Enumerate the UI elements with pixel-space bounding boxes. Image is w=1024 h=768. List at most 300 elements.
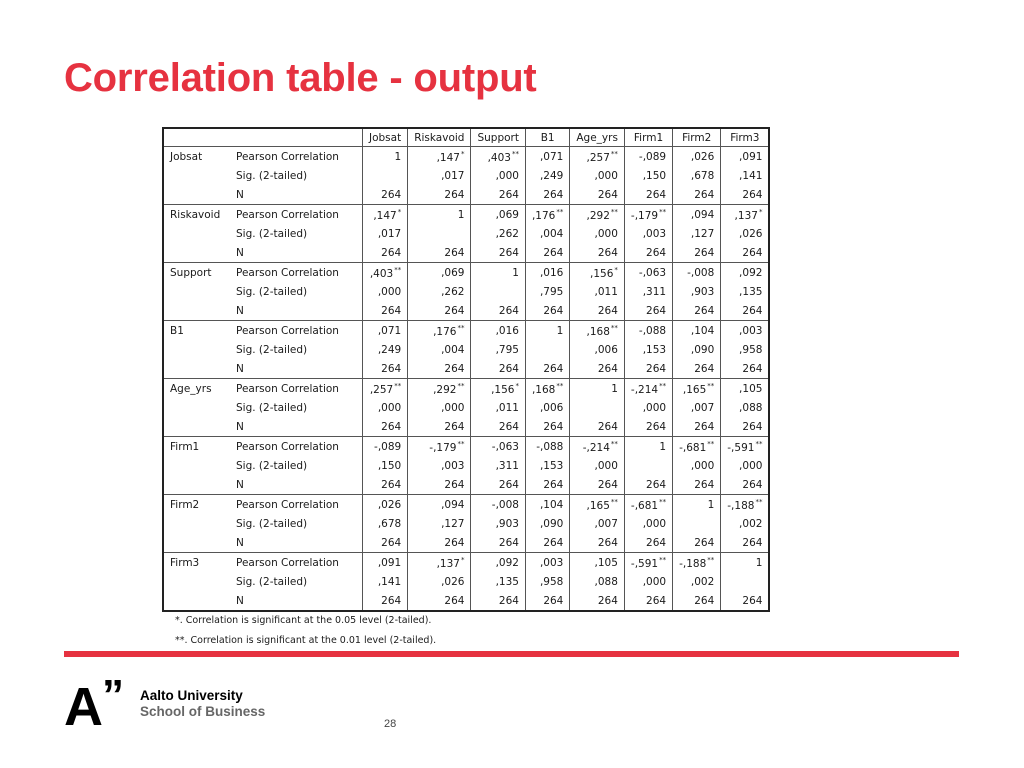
cell-value: ,004: [539, 227, 564, 240]
cell-value: ,176: [531, 209, 556, 222]
row-statistic-label: N: [230, 359, 363, 379]
table-cell: [721, 224, 770, 243]
cell-value: ,003: [642, 227, 667, 240]
table-cell: [525, 224, 569, 243]
row-variable: Riskavoid: [163, 205, 230, 225]
cell-value: ,071: [377, 324, 402, 337]
cell-value: ,000: [377, 401, 402, 414]
column-header: Firm2: [673, 128, 721, 147]
cell-value: -,008: [687, 266, 715, 279]
table-cell: [570, 533, 625, 553]
table-cell: [471, 147, 526, 167]
table-cell: [408, 553, 471, 573]
cell-value: 264: [742, 420, 763, 433]
table-cell: [408, 495, 471, 515]
cell-value: 1: [659, 440, 667, 453]
row-statistic-label: Sig. (2-tailed): [230, 514, 363, 533]
table-row: [163, 456, 769, 475]
row-variable: Firm1: [163, 437, 230, 457]
table-cell: [570, 321, 625, 341]
cell-value: ,168: [531, 383, 556, 396]
table-cell: [363, 185, 408, 205]
table-cell: [624, 321, 672, 341]
cell-value: ,090: [690, 343, 715, 356]
table-cell: [673, 224, 721, 243]
table-row: [163, 359, 769, 379]
table-row: [163, 340, 769, 359]
cell-value: ,026: [377, 498, 402, 511]
table-row: [163, 301, 769, 321]
row-statistic-label: Pearson Correlation: [230, 437, 363, 457]
table-cell: [471, 359, 526, 379]
table-cell: [624, 359, 672, 379]
table-cell: [471, 185, 526, 205]
table-cell: [673, 205, 721, 225]
table-cell: [363, 456, 408, 475]
table-cell: [525, 398, 569, 417]
cell-value: 264: [597, 536, 618, 549]
table-cell: [624, 533, 672, 553]
table-cell: [721, 514, 770, 533]
cell-value: ,016: [539, 266, 564, 279]
cell-value: 264: [646, 536, 667, 549]
cell-value: -,008: [491, 498, 519, 511]
cell-value: ,007: [594, 517, 618, 530]
table-row: [163, 321, 769, 341]
cell-value: 1: [556, 324, 564, 337]
row-variable: Firm2: [163, 495, 230, 515]
table-cell: [721, 417, 770, 437]
column-header: Age_yrs: [570, 128, 625, 147]
row-variable-empty: [163, 591, 230, 611]
table-cell: [408, 417, 471, 437]
significance-marker: **: [610, 439, 618, 448]
table-cell: [721, 263, 770, 283]
table-cell: [570, 495, 625, 515]
table-body: [163, 147, 769, 612]
table-cell: [408, 437, 471, 457]
cell-value: ,165: [682, 383, 707, 396]
table-cell: [624, 475, 672, 495]
row-variable-empty: [163, 475, 230, 495]
table-cell: [570, 243, 625, 263]
cell-value: ,000: [495, 169, 519, 182]
cell-value: 264: [543, 594, 564, 607]
table-cell: [570, 359, 625, 379]
table-row: [163, 514, 769, 533]
cell-value: -,188: [727, 499, 755, 512]
cell-value: 264: [543, 536, 564, 549]
cell-value: -,063: [638, 266, 667, 279]
significance-marker: **: [707, 439, 715, 448]
table-row: [163, 475, 769, 495]
table-cell: [525, 456, 569, 475]
cell-value: 264: [498, 594, 519, 607]
table-row: [163, 572, 769, 591]
significance-marker: **: [457, 439, 465, 448]
cell-value: 264: [444, 478, 465, 491]
cell-value: 264: [543, 304, 564, 317]
cell-value: ,127: [690, 227, 715, 240]
cell-value: ,249: [539, 169, 564, 182]
row-variable-empty: [163, 398, 230, 417]
cell-value: 1: [394, 150, 402, 163]
table-cell: [570, 591, 625, 611]
table-cell: [673, 301, 721, 321]
table-cell: [471, 301, 526, 321]
table-cell: [525, 166, 569, 185]
cell-value: ,678: [377, 517, 402, 530]
table-cell: [525, 205, 569, 225]
row-statistic-label: Sig. (2-tailed): [230, 340, 363, 359]
column-header: B1: [525, 128, 569, 147]
cell-value: 264: [381, 246, 402, 259]
university-name: Aalto University: [140, 688, 243, 703]
row-statistic-label: Pearson Correlation: [230, 205, 363, 225]
table-cell: [673, 282, 721, 301]
cell-value: 264: [444, 536, 465, 549]
table-cell: [624, 205, 672, 225]
cell-value: ,795: [495, 343, 519, 356]
table-cell: [570, 185, 625, 205]
cell-value: 264: [498, 362, 519, 375]
table-cell: [624, 417, 672, 437]
cell-value: ,000: [594, 227, 618, 240]
table-cell: [721, 185, 770, 205]
table-cell: [570, 514, 625, 533]
table-cell: [673, 379, 721, 399]
cell-value: ,249: [377, 343, 402, 356]
cell-value: ,094: [441, 498, 465, 511]
cell-value: ,958: [539, 575, 564, 588]
cell-value: ,176: [433, 325, 457, 338]
cell-value: 1: [457, 208, 465, 221]
table-cell: [408, 572, 471, 591]
cell-value: ,003: [441, 459, 465, 472]
table-cell: [363, 398, 408, 417]
cell-value: ,403: [487, 151, 511, 164]
table-cell: [408, 321, 471, 341]
table-cell: [721, 475, 770, 495]
row-statistic-label: Pearson Correlation: [230, 553, 363, 573]
table-cell: [721, 456, 770, 475]
table-cell: [471, 340, 526, 359]
cell-value: 264: [597, 478, 618, 491]
cell-value: 264: [646, 478, 667, 491]
cell-value: ,168: [586, 325, 610, 338]
significance-marker: *: [614, 265, 618, 274]
divider-rule: [64, 651, 959, 657]
row-variable-empty: [163, 243, 230, 263]
cell-value: ,091: [377, 556, 402, 569]
table-cell: [721, 533, 770, 553]
cell-value: ,147: [436, 151, 460, 164]
cell-value: ,137: [436, 557, 460, 570]
cell-value: ,000: [594, 169, 618, 182]
significance-marker: **: [610, 149, 618, 158]
table-cell: [624, 340, 672, 359]
row-statistic-label: Pearson Correlation: [230, 495, 363, 515]
row-variable: Age_yrs: [163, 379, 230, 399]
significance-marker: **: [659, 381, 667, 390]
table-cell: [721, 379, 770, 399]
table-cell: [525, 321, 569, 341]
table-row: [163, 417, 769, 437]
cell-value: ,958: [739, 343, 763, 356]
cell-value: ,026: [739, 227, 763, 240]
cell-value: ,127: [441, 517, 465, 530]
table-row: [163, 147, 769, 167]
table-row: [163, 224, 769, 243]
footnote: **. Correlation is significant at the 0.01 level (2-tailed).: [175, 635, 437, 646]
table-cell: [721, 340, 770, 359]
table-row: [163, 398, 769, 417]
table-cell: [570, 147, 625, 167]
table-cell: [471, 572, 526, 591]
table-cell: [363, 243, 408, 263]
table-cell: [624, 263, 672, 283]
table-cell: [570, 263, 625, 283]
table-row: [163, 263, 769, 283]
table-cell: [570, 301, 625, 321]
row-variable-empty: [163, 166, 230, 185]
cell-value: 1: [512, 266, 519, 279]
cell-value: 264: [381, 478, 402, 491]
table-row: [163, 495, 769, 515]
cell-value: ,017: [441, 169, 465, 182]
table-cell: [363, 514, 408, 533]
significance-marker: **: [755, 497, 763, 506]
page-title: Correlation table - output: [64, 56, 537, 100]
table-cell: [363, 379, 408, 399]
table-cell: [525, 379, 569, 399]
significance-marker: **: [659, 497, 667, 506]
cell-value: ,311: [642, 285, 667, 298]
significance-marker: **: [556, 381, 564, 390]
cell-value: ,094: [690, 208, 715, 221]
cell-value: -,179: [429, 441, 457, 454]
table-cell: [525, 340, 569, 359]
cell-value: 264: [646, 594, 667, 607]
table-cell: [525, 147, 569, 167]
table-cell: [408, 147, 471, 167]
table-cell: [624, 224, 672, 243]
table-cell: [673, 243, 721, 263]
cell-value: 264: [597, 420, 618, 433]
significance-marker: **: [707, 555, 715, 564]
table-cell: [624, 437, 672, 457]
cell-value: ,141: [377, 575, 402, 588]
table-cell: [408, 243, 471, 263]
cell-value: 264: [543, 188, 564, 201]
cell-value: 264: [742, 246, 763, 259]
table-row: [163, 437, 769, 457]
table-cell: [721, 321, 770, 341]
cell-value: 264: [498, 536, 519, 549]
table-cell: [624, 243, 672, 263]
table-cell: [408, 166, 471, 185]
column-header: Firm3: [721, 128, 770, 147]
cell-value: ,104: [539, 498, 564, 511]
table-cell: [408, 282, 471, 301]
cell-value: ,000: [642, 575, 667, 588]
table-cell: [673, 359, 721, 379]
row-statistic-label: N: [230, 533, 363, 553]
cell-value: 264: [742, 188, 763, 201]
cell-value: 264: [543, 420, 564, 433]
row-statistic-label: Sig. (2-tailed): [230, 166, 363, 185]
cell-value: 264: [444, 246, 465, 259]
table-cell: [408, 514, 471, 533]
cell-value: 264: [543, 362, 564, 375]
cell-value: ,257: [586, 151, 610, 164]
row-statistic-label: Sig. (2-tailed): [230, 224, 363, 243]
cell-value: ,262: [495, 227, 519, 240]
significance-marker: **: [659, 555, 667, 564]
table-cell: [471, 591, 526, 611]
cell-value: 264: [597, 188, 618, 201]
table-cell: [363, 495, 408, 515]
table-cell: [525, 533, 569, 553]
significance-marker: **: [610, 207, 618, 216]
table-cell: [525, 495, 569, 515]
table-cell: [673, 533, 721, 553]
cell-value: ,105: [594, 556, 618, 569]
table-cell: [471, 437, 526, 457]
cell-value: ,090: [539, 517, 564, 530]
aalto-logo: [64, 671, 134, 738]
cell-value: ,088: [739, 401, 763, 414]
row-statistic-label: Pearson Correlation: [230, 263, 363, 283]
cell-value: ,153: [539, 459, 564, 472]
cell-value: -,088: [638, 324, 667, 337]
cell-value: 264: [646, 362, 667, 375]
cell-value: ,165: [586, 499, 610, 512]
table-cell: [525, 572, 569, 591]
cell-value: -,188: [679, 557, 707, 570]
table-cell: [363, 301, 408, 321]
table-cell: [624, 514, 672, 533]
cell-value: 264: [498, 420, 519, 433]
cell-value: ,150: [642, 169, 667, 182]
cell-value: ,071: [539, 150, 564, 163]
cell-value: 264: [694, 246, 715, 259]
cell-value: 264: [742, 594, 763, 607]
table-cell: [408, 359, 471, 379]
table-cell: [363, 166, 408, 185]
table-cell: [363, 321, 408, 341]
table-cell: [721, 437, 770, 457]
table-footnotes: [175, 614, 436, 654]
cell-value: 264: [444, 362, 465, 375]
cell-value: ,403: [369, 267, 394, 280]
cell-value: ,137: [734, 209, 758, 222]
table-cell: [471, 321, 526, 341]
table-cell: [471, 224, 526, 243]
table-cell: [408, 379, 471, 399]
row-variable-empty: [163, 185, 230, 205]
cell-value: 264: [498, 304, 519, 317]
cell-value: ,903: [690, 285, 715, 298]
table-cell: [471, 282, 526, 301]
cell-value: -,089: [374, 440, 402, 453]
table-cell: [570, 379, 625, 399]
cell-value: 264: [742, 478, 763, 491]
cell-value: 264: [742, 362, 763, 375]
table-cell: [471, 514, 526, 533]
table-cell: [673, 417, 721, 437]
cell-value: ,156: [491, 383, 515, 396]
table-cell: [624, 495, 672, 515]
cell-value: 1: [611, 382, 618, 395]
table-cell: [471, 475, 526, 495]
table-cell: [525, 417, 569, 437]
row-variable-empty: [163, 359, 230, 379]
cell-value: ,004: [441, 343, 465, 356]
table-cell: [624, 553, 672, 573]
cell-value: ,026: [690, 150, 715, 163]
table-row: [163, 379, 769, 399]
cell-value: 264: [646, 420, 667, 433]
table-cell: [471, 243, 526, 263]
footnote: *. Correlation is significant at the 0.05 level (2-tailed).: [175, 615, 432, 626]
cell-value: -,681: [630, 499, 659, 512]
cell-value: 264: [381, 362, 402, 375]
table-cell: [363, 417, 408, 437]
cell-value: ,262: [441, 285, 465, 298]
table-cell: [525, 514, 569, 533]
row-statistic-label: Sig. (2-tailed): [230, 572, 363, 591]
table-cell: [624, 185, 672, 205]
cell-value: ,105: [739, 382, 763, 395]
table-cell: [408, 533, 471, 553]
table-cell: [570, 398, 625, 417]
cell-value: ,000: [642, 517, 667, 530]
cell-value: 264: [694, 594, 715, 607]
table-row: [163, 553, 769, 573]
table-cell: [363, 591, 408, 611]
table-cell: [673, 514, 721, 533]
table-cell: [673, 398, 721, 417]
table-cell: [525, 301, 569, 321]
table-cell: [624, 456, 672, 475]
table-cell: [525, 553, 569, 573]
column-header: Support: [471, 128, 526, 147]
cell-value: ,003: [539, 556, 564, 569]
cell-value: 264: [444, 188, 465, 201]
cell-value: ,016: [495, 324, 519, 337]
cell-value: ,002: [739, 517, 763, 530]
cell-value: ,292: [586, 209, 610, 222]
table-cell: [673, 340, 721, 359]
table-cell: [363, 533, 408, 553]
cell-value: 1: [755, 556, 763, 569]
row-variable: Jobsat: [163, 147, 230, 167]
significance-marker: **: [659, 207, 667, 216]
cell-value: ,311: [495, 459, 519, 472]
table-cell: [673, 553, 721, 573]
cell-value: 264: [543, 478, 564, 491]
column-header: Firm1: [624, 128, 672, 147]
row-statistic-label: N: [230, 591, 363, 611]
table-row: [163, 166, 769, 185]
organization-name: [140, 688, 265, 720]
cell-value: ,135: [495, 575, 519, 588]
row-statistic-label: Sig. (2-tailed): [230, 282, 363, 301]
cell-value: 1: [707, 498, 715, 511]
table-cell: [721, 398, 770, 417]
table-cell: [570, 205, 625, 225]
